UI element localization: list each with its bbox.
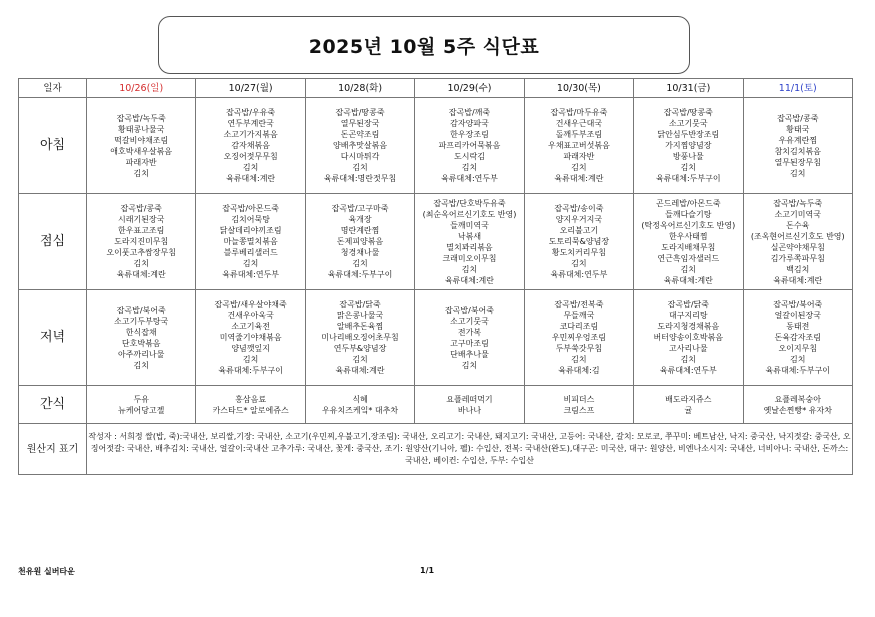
menu-item: 육류대체:계란 bbox=[116, 270, 166, 279]
menu-item: 아주까리나물 bbox=[118, 349, 165, 359]
snack-cell bbox=[634, 386, 743, 424]
menu-item: 버터양송이호박볶음 bbox=[653, 333, 724, 342]
page-title: 2025년 10월 5주 식단표 bbox=[308, 35, 540, 58]
menu-item: 양지우거지국 bbox=[555, 215, 603, 224]
menu-item: 황태국 bbox=[786, 124, 810, 134]
menu-cell bbox=[415, 290, 524, 386]
menu-item: 오징어젓무무침 bbox=[223, 152, 278, 161]
origin-row bbox=[19, 424, 853, 475]
menu-item: 들깨다슬기탕 bbox=[665, 209, 712, 219]
snack-item: 요플레복숭아 bbox=[774, 394, 821, 404]
menu-item: 돌깨두부조림 bbox=[555, 130, 603, 139]
menu-item: 멸치꽈리볶음 bbox=[446, 242, 493, 252]
menu-item: 육류대체:두부구이 bbox=[327, 270, 393, 279]
menu-item: 잡곡밥/아몬드죽 bbox=[222, 204, 280, 213]
menu-item: 김치어묵탕 bbox=[231, 215, 270, 224]
menu-cell bbox=[524, 290, 633, 386]
menu-item: 황태콩나물국 bbox=[118, 124, 165, 134]
snack-cell bbox=[305, 386, 414, 424]
snack-item: 식혜 bbox=[352, 394, 368, 404]
menu-cell bbox=[634, 290, 743, 386]
menu-item: 육류대체:연두부 bbox=[222, 270, 280, 279]
menu-item: 김치 bbox=[352, 355, 368, 364]
day-header-sat: 11/1(토) bbox=[743, 79, 852, 98]
menu-item: 잡곡밥/새우살야채죽 bbox=[214, 300, 287, 309]
menu-item: 잡곡밥/송이죽 bbox=[554, 204, 604, 213]
menu-item: 참치김치볶음 bbox=[774, 146, 821, 156]
origin-text: 작성자 : 서희정 쌀(밥, 죽):국내산, 보리쌀,기장: 국내산, 소고기(우민찌,우불고기,장조림): 국내산, 오리고기: 국내산, 돼지고기: 국내산, 고등어: 국내산, 갈치: 모로코, 쭈꾸미: 베트남산, 낙지: 중국산, 낙지젓갈: 중국산, 오징어젓갈: 국내산, 배추김치: 국내산, 얼갈이:국내산 고추가루: 국내산, 꽃게: 중국산, 조기: 원양산(기니아, 펠): 수입산, 전복: 국내산(완도),대구곤: 미국산, 대구: 원양산, 비엔나소시지: 국내산, 너비아니: 국내산, 돈까스: 국내산, 베이컨: 수입산, 두부: 수입산 bbox=[87, 424, 853, 475]
snack-item: 배도라지쥬스 bbox=[665, 394, 712, 404]
snack-cell bbox=[196, 386, 305, 424]
snack-item: 비피더스 bbox=[563, 394, 595, 404]
menu-item: 김치 bbox=[790, 355, 806, 364]
menu-item: 잡곡밥/북어죽 bbox=[116, 305, 166, 315]
origin-label: 원산지 표기 bbox=[19, 424, 87, 475]
menu-cell bbox=[305, 98, 414, 194]
menu-item: 닭안심두반장조림 bbox=[657, 130, 720, 139]
snack-cell bbox=[524, 386, 633, 424]
snack-item: 홍삼음료 bbox=[235, 394, 267, 404]
menu-item: 가지찜양념장 bbox=[665, 141, 712, 150]
meal-row bbox=[19, 98, 853, 194]
day-header-tue: 10/28(화) bbox=[305, 79, 414, 98]
menu-item: 육류대체:연두부 bbox=[550, 270, 608, 279]
menu-item: 얼갈이된장국 bbox=[774, 311, 821, 320]
menu-cell bbox=[524, 194, 633, 290]
day-header-wed: 10/29(수) bbox=[415, 79, 524, 98]
menu-item: 김치 bbox=[571, 259, 587, 268]
menu-item: 청경채나물 bbox=[340, 248, 380, 257]
menu-item: 고구마조림 bbox=[450, 338, 489, 348]
menu-item: 건새우아욱국 bbox=[227, 311, 274, 320]
snack-cell bbox=[743, 386, 852, 424]
footer-page-number: 1/1 bbox=[420, 566, 435, 575]
meal-row bbox=[19, 290, 853, 386]
menu-item: 도시락김 bbox=[454, 152, 485, 161]
menu-item: 잡곡밥/단호박두유죽 bbox=[433, 198, 506, 208]
menu-item: 고사리나물 bbox=[669, 344, 708, 353]
menu-item: 도라지배채무침 bbox=[661, 242, 716, 252]
date-header-label: 일자 bbox=[19, 79, 87, 98]
menu-item: 김치 bbox=[461, 163, 478, 172]
menu-item: 열무된장국 bbox=[340, 119, 380, 128]
menu-item: 잡곡밥/녹두죽 bbox=[116, 113, 166, 123]
menu-item: 육류대체:연두부 bbox=[659, 366, 717, 375]
menu-cell bbox=[87, 194, 196, 290]
snack-row bbox=[19, 386, 853, 424]
snack-item: 뉴케어당고젤 bbox=[118, 405, 165, 415]
menu-cell bbox=[743, 194, 852, 290]
menu-cell bbox=[87, 290, 196, 386]
day-header-sun: 10/26(일) bbox=[87, 79, 196, 98]
menu-item: 오이지무침 bbox=[778, 344, 818, 353]
menu-item: 연두부계란국 bbox=[227, 119, 274, 128]
menu-item: (조옥현어르신기호도 반영) bbox=[750, 231, 845, 241]
menu-item: 도라지청경채볶음 bbox=[657, 322, 720, 331]
day-header-thu: 10/30(목) bbox=[524, 79, 633, 98]
menu-item: 육류대체:계란 bbox=[663, 275, 713, 285]
menu-item: 알배추돈육찜 bbox=[336, 322, 384, 331]
menu-item: 감자채볶음 bbox=[231, 141, 270, 150]
meal-label: 저녁 bbox=[19, 290, 87, 386]
menu-item: 돈육감자조림 bbox=[774, 333, 821, 342]
menu-cell bbox=[196, 98, 305, 194]
menu-item: 잡곡밥/콩죽 bbox=[120, 204, 162, 213]
menu-item: 한식잡채 bbox=[125, 327, 157, 337]
menu-item: 김치 bbox=[680, 355, 697, 364]
menu-item: 우유계란찜 bbox=[778, 135, 818, 145]
meal-row bbox=[19, 194, 853, 290]
menu-item: 파프리카어묵볶음 bbox=[438, 141, 501, 150]
menu-cell bbox=[743, 98, 852, 194]
menu-item: 감자양파국 bbox=[450, 119, 489, 128]
snack-item: 두유 bbox=[133, 394, 149, 404]
menu-item: 무들깨국 bbox=[563, 311, 595, 320]
menu-item: 황도치커리무침 bbox=[551, 248, 606, 257]
menu-item: 열무된장무침 bbox=[774, 157, 821, 167]
menu-item: 닭살데리야끼조림 bbox=[219, 226, 282, 235]
snack-cell bbox=[87, 386, 196, 424]
menu-item: 미역줄기야채볶음 bbox=[219, 333, 282, 342]
menu-item: 김치 bbox=[133, 168, 149, 178]
menu-item: 소고기육전 bbox=[231, 322, 270, 331]
menu-item: (탁정옥어르신기호도 반영) bbox=[641, 220, 736, 230]
menu-item: 육류대체:김 bbox=[558, 366, 600, 375]
snack-item: 우유치즈케잌* 대추차 bbox=[322, 405, 399, 415]
menu-cell bbox=[196, 194, 305, 290]
menu-item: 도토리묵&양념장 bbox=[548, 237, 610, 246]
menu-cell bbox=[415, 98, 524, 194]
menu-item: 연근흑임자샐러드 bbox=[657, 253, 720, 263]
menu-item: 오이풋고추쌈장무침 bbox=[106, 248, 176, 257]
header-row bbox=[19, 79, 853, 98]
meal-label: 점심 bbox=[19, 194, 87, 290]
menu-item: 시래기된장국 bbox=[118, 215, 165, 224]
menu-item: 김치 bbox=[571, 355, 587, 364]
menu-item: 도라지진미무침 bbox=[114, 237, 169, 246]
menu-item: 육류대체:명란젓무침 bbox=[323, 174, 397, 183]
menu-item: 낙볶새 bbox=[457, 231, 482, 241]
menu-cell bbox=[305, 194, 414, 290]
menu-item: 김치 bbox=[680, 264, 697, 274]
snack-item: 크림스프 bbox=[563, 405, 595, 415]
menu-item: 김치 bbox=[352, 163, 368, 172]
menu-item: 김치 bbox=[242, 163, 259, 172]
menu-item: 방풍나물 bbox=[672, 152, 704, 161]
menu-item: 김치 bbox=[571, 163, 587, 172]
menu-item: 곤드레밥/아몬드죽 bbox=[656, 198, 721, 208]
meal-table bbox=[18, 78, 853, 475]
menu-item: 육류대체:계란 bbox=[554, 174, 604, 183]
snack-item: 옛날손찐빵* 유자차 bbox=[763, 405, 832, 415]
title-box bbox=[158, 16, 690, 74]
menu-item: 마늘쫑멸치볶음 bbox=[223, 237, 278, 246]
menu-cell bbox=[196, 290, 305, 386]
menu-item: 소고기뭇국 bbox=[450, 316, 489, 326]
menu-item: 돈제피양볶음 bbox=[336, 237, 384, 246]
menu-item: 육류대체:계란 bbox=[226, 174, 276, 183]
menu-item: 김치 bbox=[680, 163, 697, 172]
menu-item: 육류대체:연두부 bbox=[441, 174, 498, 183]
menu-cell bbox=[743, 290, 852, 386]
menu-item: 김치 bbox=[242, 355, 259, 364]
menu-item: 김치 bbox=[242, 259, 259, 268]
menu-item: 파래자반 bbox=[125, 157, 157, 167]
menu-cell bbox=[415, 194, 524, 290]
menu-item: 잡곡밥/마두유죽 bbox=[550, 108, 608, 117]
snack-item: 귤 bbox=[684, 405, 693, 415]
menu-item: 육류대체:두부구이 bbox=[656, 174, 721, 183]
menu-item: 들깨미역국 bbox=[450, 220, 489, 230]
menu-item: 김가루쪽파무침 bbox=[770, 253, 825, 263]
menu-item: 크래미오이무침 bbox=[442, 253, 497, 263]
menu-item: 블루베리샐러드 bbox=[223, 248, 278, 257]
menu-item: 육개장 bbox=[348, 215, 372, 224]
menu-item: 한우사태찜 bbox=[669, 231, 708, 241]
menu-item: (최순옥어르신기호도 반영) bbox=[422, 209, 517, 219]
menu-item: 잡곡밥/북어죽 bbox=[444, 305, 495, 315]
menu-item: 잡곡밥/땅콩죽 bbox=[663, 108, 713, 117]
menu-item: 우민찌우엉조림 bbox=[551, 333, 606, 342]
menu-item: 오리불고기 bbox=[559, 226, 599, 235]
menu-item: 잡곡밥/고구마죽 bbox=[331, 204, 389, 213]
menu-item: 김치 bbox=[352, 259, 368, 268]
meal-label: 아침 bbox=[19, 98, 87, 194]
menu-item: 실곤약야채무침 bbox=[770, 242, 825, 252]
menu-item: 잡곡밥/닭죽 bbox=[667, 300, 709, 309]
snack-item: 카스타드* 알로에쥬스 bbox=[212, 405, 289, 415]
menu-item: 돈곤약조림 bbox=[340, 130, 380, 139]
menu-item: 잡곡밥/콩죽 bbox=[777, 113, 819, 123]
menu-item: 육류대체:계란 bbox=[773, 275, 823, 285]
menu-cell bbox=[87, 98, 196, 194]
menu-cell bbox=[524, 98, 633, 194]
menu-item: 김치 bbox=[461, 264, 478, 274]
menu-item: 건새우근대국 bbox=[555, 119, 603, 128]
menu-item: 한우표고조림 bbox=[118, 226, 165, 235]
menu-item: 한우장조림 bbox=[450, 130, 489, 139]
snack-label: 간식 bbox=[19, 386, 87, 424]
snack-cell bbox=[415, 386, 524, 424]
menu-item: 소고기가지볶음 bbox=[223, 130, 278, 139]
menu-cell bbox=[634, 194, 743, 290]
menu-item: 연두부&양념장 bbox=[333, 344, 387, 353]
menu-item: 잡곡밥/북어죽 bbox=[773, 300, 823, 309]
menu-item: 단배추나물 bbox=[450, 349, 489, 359]
menu-item: 잡곡밥/깨죽 bbox=[448, 108, 491, 117]
menu-item: 소고기두부탕국 bbox=[114, 316, 169, 326]
menu-item: 김치 bbox=[133, 360, 149, 370]
menu-item: 육류대체:두부구이 bbox=[765, 366, 831, 375]
menu-item: 육류대체:두부구이 bbox=[218, 366, 283, 375]
menu-item: 애호박새우살볶음 bbox=[110, 146, 173, 156]
menu-item: 김치 bbox=[461, 360, 478, 370]
menu-item: 잡곡밥/닭죽 bbox=[339, 300, 381, 309]
snack-item: 바나나 bbox=[457, 405, 482, 415]
menu-item: 김치 bbox=[133, 259, 149, 268]
menu-item: 돈수육 bbox=[786, 220, 810, 230]
day-header-mon: 10/27(월) bbox=[196, 79, 305, 98]
menu-item: 잡곡밥/땅콩죽 bbox=[335, 108, 385, 117]
meal-body bbox=[19, 98, 853, 386]
menu-item: 전가복 bbox=[457, 327, 482, 337]
menu-item: 파래자반 bbox=[563, 152, 595, 161]
menu-item: 양배추맛살볶음 bbox=[333, 141, 388, 150]
menu-item: 우채표고버섯볶음 bbox=[547, 141, 610, 150]
menu-item: 맑은콩나물국 bbox=[336, 311, 384, 320]
menu-item: 소고기미역국 bbox=[774, 209, 821, 219]
menu-item: 잡곡밥/전복죽 bbox=[554, 300, 604, 309]
menu-item: 대구지리탕 bbox=[669, 311, 708, 320]
snack-item: 요플레떠먹기 bbox=[446, 394, 493, 404]
menu-item: 두부쑥갓무침 bbox=[555, 344, 603, 353]
menu-item: 동태전 bbox=[786, 322, 810, 331]
menu-item: 소고기뭇국 bbox=[669, 119, 708, 128]
menu-cell bbox=[634, 98, 743, 194]
menu-item: 명란계란찜 bbox=[340, 226, 380, 235]
menu-item: 코다리조림 bbox=[559, 322, 599, 331]
menu-item: 백김치 bbox=[786, 264, 810, 274]
menu-item: 다시마튀각 bbox=[340, 152, 380, 161]
menu-item: 단호박볶음 bbox=[121, 338, 161, 348]
menu-cell bbox=[305, 290, 414, 386]
menu-item: 떡갈비야채조림 bbox=[114, 135, 169, 145]
menu-item: 육류대체:계란 bbox=[335, 366, 385, 375]
menu-item: 육류대체:계란 bbox=[444, 275, 495, 285]
menu-item: 양념깻잎지 bbox=[231, 344, 270, 353]
day-header-fri: 10/31(금) bbox=[634, 79, 743, 98]
menu-item: 잡곡밥/우유죽 bbox=[226, 108, 276, 117]
menu-item: 김치 bbox=[790, 168, 806, 178]
menu-item: 잡곡밥/녹두죽 bbox=[773, 198, 823, 208]
menu-item: 미나리배오징어초무침 bbox=[321, 333, 399, 342]
footer-organization: 천유원 실버타운 bbox=[18, 567, 75, 576]
